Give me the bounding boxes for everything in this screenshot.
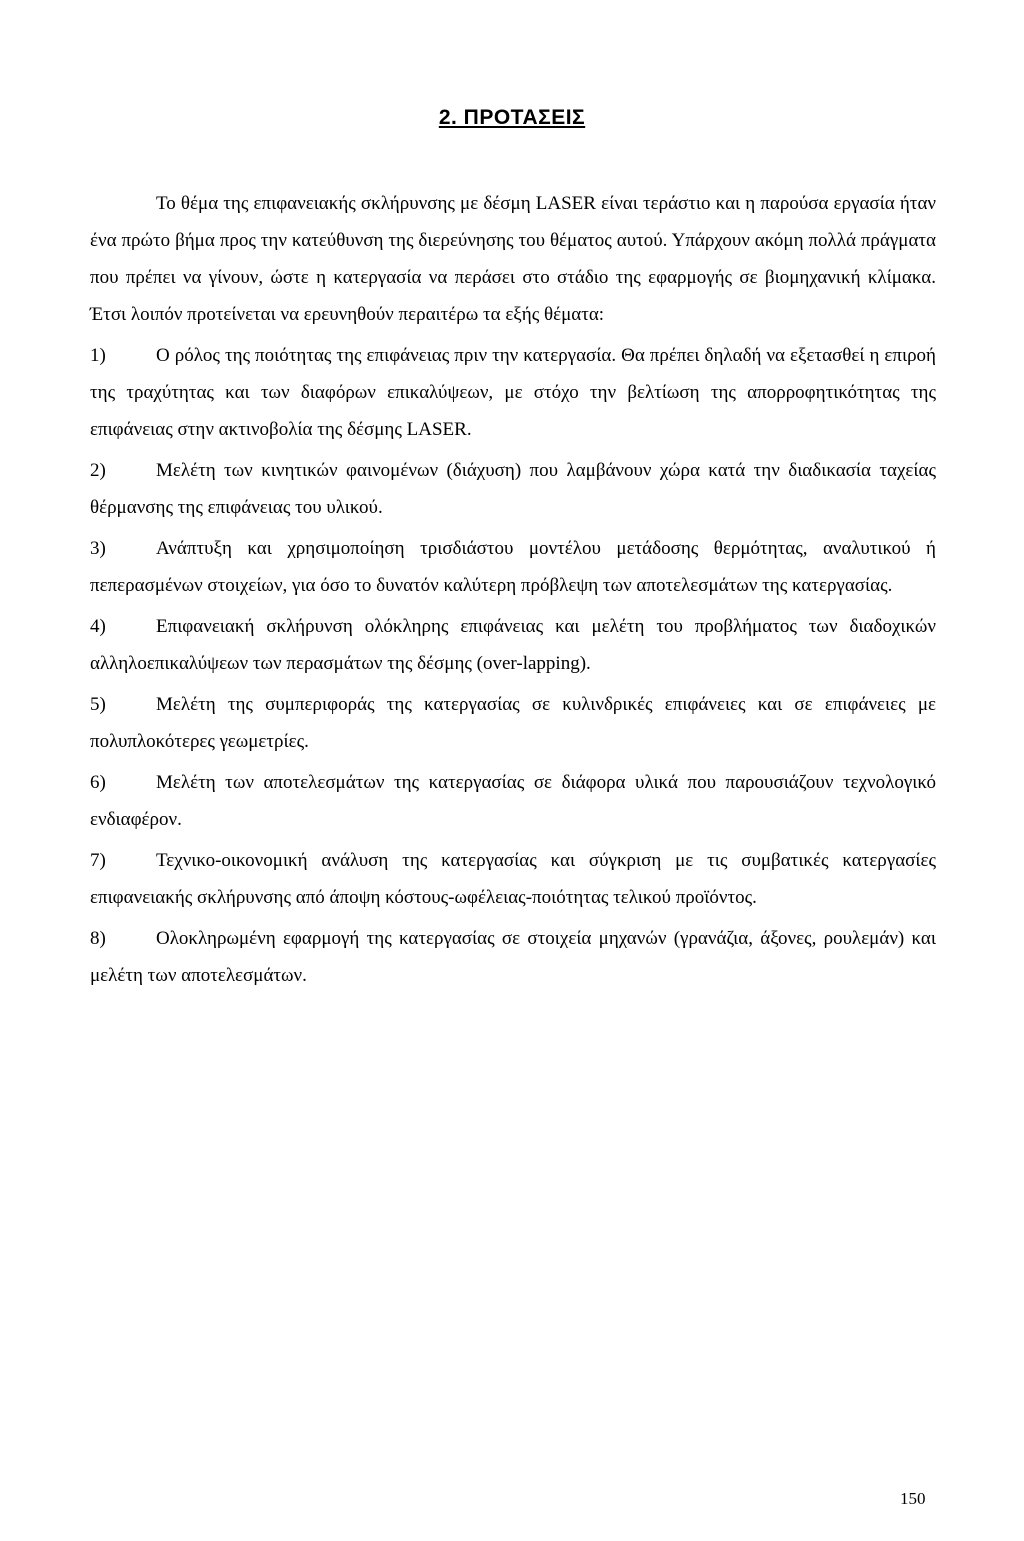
- list-item: [90, 530, 936, 604]
- page-number: 150: [900, 1489, 926, 1508]
- list-item-text: Μελέτη της συμπεριφοράς της κατεργασίας σε κυλινδρικές επιφάνειες και σε επιφάνειες με πολυπλοκότερες γεωμετρίες.: [90, 694, 936, 752]
- list-item: [90, 764, 936, 838]
- list-item-number: 3): [90, 538, 106, 559]
- list-item-text: Μελέτη των αποτελεσμάτων της κατεργασίας σε διάφορα υλικά που παρουσιάζουν τεχνολογικό ενδιαφέρον.: [90, 772, 936, 830]
- list-item-text: Ο ρόλος της ποιότητας της επιφάνειας πριν την κατεργασία. Θα πρέπει δηλαδή να εξετασθεί η επιροή της τραχύτητας και των διαφόρων επικαλύψεων, με στόχο την βελτίωση της απορροφητικότητας της επιφάνειας στην ακτινοβολία της δέσμης LASER.: [90, 345, 936, 440]
- section-body: [90, 185, 936, 994]
- list-item: [90, 337, 936, 448]
- list-item: [90, 452, 936, 526]
- list-item-text: Τεχνικο-οικονομική ανάλυση της κατεργασίας και σύγκριση με τις συμβατικές κατεργασίες επιφανειακής σκλήρυνσης από άποψη κόστους-ωφέλειας-ποιότητας τελικού προϊόντος.: [90, 850, 936, 908]
- list-item-text: Επιφανειακή σκλήρυνση ολόκληρης επιφάνειας και μελέτη του προβλήματος των διαδοχικών αλληλοεπικαλύψεων των περασμάτων της δέσμης (over-lapping).: [90, 616, 936, 674]
- list-item-number: 8): [90, 928, 106, 949]
- list-item-text: Ανάπτυξη και χρησιμοποίηση τρισδιάστου μοντέλου μετάδοσης θερμότητας, αναλυτικού ή πεπερασμένων στοιχείων, για όσο το δυνατόν καλύτερη πρόβλεψη των αποτελεσμάτων της κατεργασίας.: [90, 538, 936, 596]
- list-item: [90, 842, 936, 916]
- list-item-number: 2): [90, 460, 106, 481]
- list-item-text: Μελέτη των κινητικών φαινομένων (διάχυση) που λαμβάνουν χώρα κατά την διαδικασία ταχείας θέρμανσης της επιφάνειας του υλικού.: [90, 460, 936, 518]
- intro-paragraph: Το θέμα της επιφανειακής σκλήρυνσης με δέσμη LASER είναι τεράστιο και η παρούσα εργασία ήταν ένα πρώτο βήμα προς την κατεύθυνση της διερεύνησης του θέματος αυτού. Υπάρχουν ακόμη πολλά πράγματα που πρέπει να γίνουν, ώστε η κατεργασία να περάσει στο στάδιο της εφαρμογής σε βιομηχανική κλίμακα. Έτσι λοιπόν προτείνεται να ερευνηθούν περαιτέρω τα εξής θέματα:: [90, 193, 936, 325]
- list-item: [90, 608, 936, 682]
- list-item: [90, 920, 936, 994]
- list-item-text: Ολοκληρωμένη εφαρμογή της κατεργασίας σε στοιχεία μηχανών (γρανάζια, άξονες, ρουλεμάν) και μελέτη των αποτελεσμάτων.: [90, 928, 936, 986]
- list-item-number: 4): [90, 616, 106, 637]
- list-item-number: 5): [90, 694, 106, 715]
- list-item: [90, 686, 936, 760]
- list-item-number: 7): [90, 850, 106, 871]
- list-item-number: 6): [90, 772, 106, 793]
- list-item-number: 1): [90, 345, 106, 366]
- section-title: 2. ΠΡΟΤΑΣΕΙΣ: [438, 106, 586, 129]
